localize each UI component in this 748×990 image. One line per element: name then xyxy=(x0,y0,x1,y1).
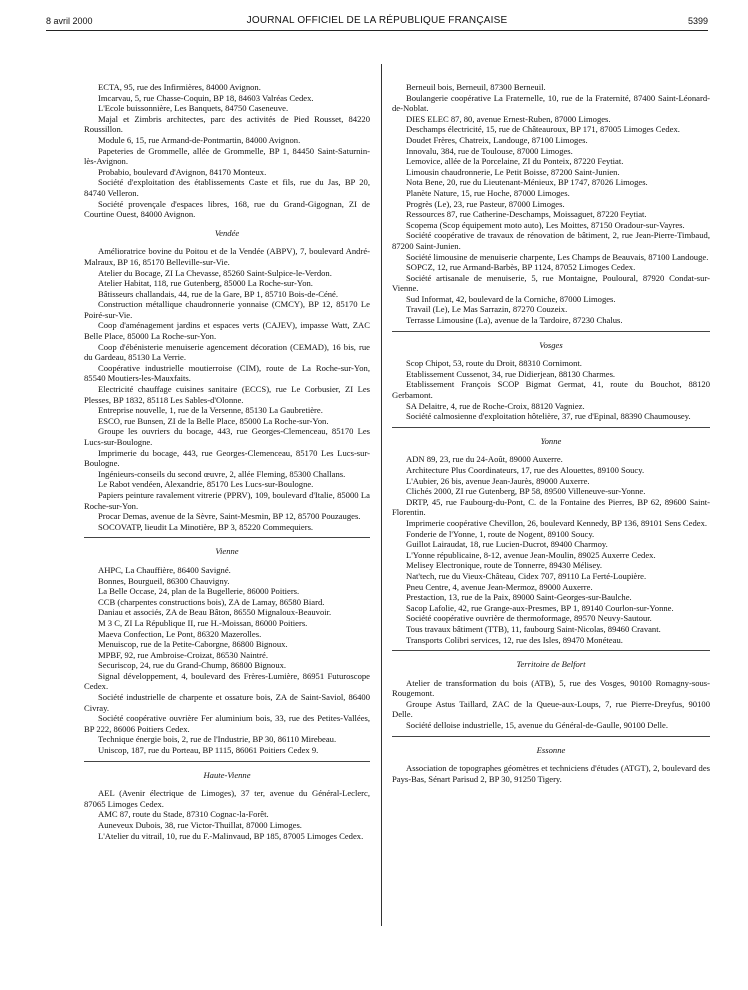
directory-entry: L'Ecole buissonnière, Les Banquets, 84750 Caseneuve. xyxy=(98,103,289,114)
directory-entry: Papeteries de Grommelle, allée de Grommelle, BP 1, 84450 Saint-Saturnin-lès-Avignon. xyxy=(84,145,370,167)
directory-entry: Société delloise industrielle, 15, avenue du Général-de-Gaulle, 90100 Delle. xyxy=(406,720,669,731)
section-heading: Essonne xyxy=(536,744,566,755)
directory-entry: AHPC, La Chauffière, 86400 Savigné. xyxy=(98,564,231,575)
directory-entry: Progrès (Le), 23, rue Pasteur, 87000 Limoges. xyxy=(406,198,565,209)
directory-entry: Sud Informat, 42, boulevard de la Corniche, 87000 Limoges. xyxy=(406,293,616,304)
directory-entry: Papiers peinture ravalement vitrerie (PPRV), 109, boulevard d'Italie, 85000 La Roche-sur-Yon. xyxy=(84,489,370,511)
directory-entry: Terrasse Limousine (La), avenue de la Tardoire, 87230 Chalus. xyxy=(406,315,623,326)
directory-entry: Société artisanale de menuiserie, 5, rue Montaigne, Pouloural, 87920 Condat-sur-Vienne. xyxy=(392,272,710,294)
column-separator xyxy=(381,64,382,926)
directory-entry: SOPCZ, 12, rue Armand-Barbès, BP 1124, 87052 Limoges Cedex. xyxy=(406,262,636,273)
directory-entry: Berneuil bois, Berneuil, 87300 Berneuil. xyxy=(406,82,546,92)
directory-entry: Société coopérative ouvrière Fer aluminium bois, 33, rue des Petites-Vallées, BP 222, 86006 Poitiers Cedex. xyxy=(84,713,370,734)
directory-entry: Groupe les ouvriers du bocage, 443, rue Georges-Clemenceau, 85170 Les Lucs-sur-Boulogne. xyxy=(84,426,370,447)
directory-entry: Signal développement, 4, boulevard des Frères-Lumière, 86951 Futuroscope Cedex. xyxy=(84,670,370,692)
directory-entry: Limousin chaudronnerie, Le Petit Boisse, 87200 Saint-Junien. xyxy=(406,166,620,177)
directory-entry: Clichés 2000, ZI rue Gutenberg, BP 58, 89500 Villeneuve-sur-Yonne. xyxy=(406,486,646,497)
directory-entry: Le Rabot vendéen, Alexandrie, 85170 Les Lucs-sur-Boulogne. xyxy=(98,479,314,490)
directory-entry: Fonderie de l'Yonne, 1, route de Nogent, 89100 Soucy. xyxy=(406,528,595,539)
section-divider xyxy=(392,331,710,332)
directory-entry: DIES ELEC 87, 80, avenue Ernest-Ruben, 87000 Limoges. xyxy=(406,113,611,124)
directory-entry: Innovalu, 384, rue de Toulouse, 87000 Limoges. xyxy=(406,145,573,156)
header-rule xyxy=(46,30,708,31)
directory-entry: AEL (Avenir électrique de Limoges), 37 ter, avenue du Général-Leclerc, 87065 Limoges Cedex. xyxy=(84,788,370,809)
section-divider xyxy=(84,761,370,762)
directory-entry: SA Delaitre, 4, rue de Roche-Croix, 88120 Vagniez. xyxy=(406,400,585,411)
directory-entry: Lemovice, allée de la Porcelaine, ZI du Ponteix, 87220 Feytiat. xyxy=(406,156,624,167)
directory-entry: Société limousine de menuiserie charpente, Les Champs de Beauvais, 87100 Landouge. xyxy=(406,251,709,262)
directory-entry: M 3 C, ZI La République II, rue H.-Moissan, 86000 Poitiers. xyxy=(98,617,308,628)
directory-entry: Electricité chauffage cuisines sanitaire (ECCS), rue Le Corbusier, ZI Les Plesses, BP 1832, 85118 Les Sables-d'Olonne. xyxy=(84,384,370,405)
section-divider xyxy=(392,650,710,651)
directory-entry: Société calmosienne d'exploitation hôtelière, 37, rue d'Epinal, 88390 Chaumousey. xyxy=(406,411,691,422)
directory-entry: Majal et Zimbris architectes, parc des activités de Pied Rousset, 84220 Roussillon. xyxy=(84,113,370,135)
directory-entry: Scop Chipot, 53, route du Droit, 88310 Cornimont. xyxy=(406,358,582,369)
header-title: JOURNAL OFFICIEL DE LA RÉPUBLIQUE FRANÇAISE xyxy=(246,15,508,26)
directory-entry: Boulangerie coopérative La Fraternelle, 10, rue de la Fraternité, 87400 Saint-Léonard-de-Noblat. xyxy=(392,92,710,114)
header-page-number: 5399 xyxy=(687,16,708,26)
directory-entry: Société industrielle de charpente et ossature bois, ZA de Saint-Saviol, 86400 Civray. xyxy=(84,692,370,713)
directory-entry: Société coopérative de travaux de rénovation de bâtiment, 2, rue Jean-Pierre-Timbaud, 87200 Saint-Junien. xyxy=(392,230,710,251)
directory-entry: ECTA, 95, rue des Infirmières, 84000 Avignon. xyxy=(98,82,261,92)
page-header xyxy=(46,10,708,32)
directory-entry: Daniau et associés, ZA de Beau Bâton, 86550 Mignaloux-Beauvoir. xyxy=(98,607,332,618)
directory-entry: Bâtisseurs challandais, 44, rue de la Gare, BP 1, 85710 Bois-de-Céné. xyxy=(98,288,339,299)
directory-entry: Module 6, 15, rue Armand-de-Pontmartin, 84000 Avignon. xyxy=(98,134,301,145)
left-column xyxy=(84,82,370,841)
directory-entry: L'Yonne républicaine, 8-12, avenue Jean-Moulin, 89025 Auxerre Cedex. xyxy=(406,549,656,560)
section-heading: Vosges xyxy=(539,339,563,350)
directory-entry: Atelier du Bocage, ZI La Chevasse, 85260 Saint-Sulpice-le-Verdon. xyxy=(98,267,332,278)
directory-entry: DRTP, 45, rue Faubourg-du-Pont, C. de la Fontaine des Pierres, BP 62, 89600 Saint-Florentin. xyxy=(392,496,710,518)
directory-entry: Guillot Lairaudat, 18, rue Lucien-Ducrot, 89400 Charmoy. xyxy=(406,539,608,550)
section-heading: Vendée xyxy=(214,227,240,238)
directory-entry: Amélioratrice bovine du Poitou et de la Vendée (ABPV), 7, boulevard André-Malraux, BP 16, 85170 Belleville-sur-Vie. xyxy=(84,246,370,267)
directory-entry: Pneu Centre, 4, avenue Jean-Mermoz, 89000 Auxerre. xyxy=(406,581,593,592)
directory-entry: Entreprise nouvelle, 1, rue de la Versenne, 85130 La Gaubretière. xyxy=(98,405,323,416)
section-heading: Haute-Vienne xyxy=(203,769,251,780)
directory-entry: SOCOVATP, lieudit La Minotière, BP 3, 85220 Commequiers. xyxy=(98,521,314,532)
directory-entry: Sacop Lafolie, 42, rue Grange-aux-Presmes, BP 1, 89140 Courlon-sur-Yonne. xyxy=(406,602,674,613)
section-divider xyxy=(84,537,370,538)
directory-entry: Etablissement Cussenot, 34, rue Didierjean, 88130 Charmes. xyxy=(406,368,616,379)
directory-entry: Société provençale d'espaces libres, 168, rue du Grand-Gigognan, ZI de Courtine Ouest, 84000 Avignon. xyxy=(84,198,370,220)
directory-entry: Technique énergie bois, 2, rue de l'Industrie, BP 30, 86110 Mirebeau. xyxy=(98,734,337,745)
directory-entry: Coop d'ébénisterie menuiserie agencement décoration (CEMAD), 16 bis, rue du Gardeau, 85130 La Verrie. xyxy=(84,341,370,363)
directory-entry: Nat'tech, rue du Vieux-Château, Cidex 707, 89110 La Ferté-Loupière. xyxy=(406,570,647,581)
directory-entry: Doudet Frères, Chatreix, Landouge, 87100 Limoges. xyxy=(406,134,588,145)
directory-entry: Société coopérative ouvrière de thermoformage, 89570 Neuvy-Sautour. xyxy=(406,613,652,624)
directory-entry: Planète Nature, 15, rue Hoche, 87000 Limoges. xyxy=(406,187,570,198)
directory-entry: Nota Bene, 20, rue du Lieutenant-Ménieux, BP 1747, 87026 Limoges. xyxy=(406,177,648,188)
directory-entry: Melisey Electronique, route de Tonnerre, 89430 Mélisey. xyxy=(406,560,603,571)
directory-entry: ESCO, rue Bunsen, ZI de la Belle Place, 85000 La Roche-sur-Yon. xyxy=(98,415,329,426)
section-divider xyxy=(392,427,710,428)
directory-entry: Coopérative industrielle moutierroise (CIM), route de La Roche-sur-Yon, 85540 Moutiers-les-Mauxfaits. xyxy=(84,362,370,384)
directory-entry: L'Aubier, 26 bis, avenue Jean-Jaurès, 89000 Auxerre. xyxy=(406,475,590,486)
header-date: 8 avril 2000 xyxy=(46,16,93,26)
directory-entry: Construction métallique chaudronnerie yonnaise (CMCY), BP 12, 85170 Le Poiré-sur-Vie. xyxy=(84,299,370,320)
right-column xyxy=(392,82,710,784)
directory-entry: Menuiscop, rue de la Petite-Caborgne, 86800 Bignoux. xyxy=(98,639,288,650)
directory-entry: Etablissement François SCOP Bigmat Germat, 41, route du Bouchot, 88120 Gerbamont. xyxy=(392,379,710,401)
directory-entry: Deschamps électricité, 15, rue de Châteauroux, BP 171, 87005 Limoges Cedex. xyxy=(406,124,680,135)
directory-entry: La Belle Occase, 24, plan de la Bugellerie, 86000 Poitiers. xyxy=(98,586,300,597)
section-heading: Territoire de Belfort xyxy=(516,659,586,670)
directory-entry: Société d'exploitation des établissements Caste et fils, rue du Jas, BP 20, 84740 Velleron. xyxy=(84,177,370,198)
directory-entry: Bonnes, Bourgueil, 86300 Chauvigny. xyxy=(98,575,230,586)
directory-entry: Imcarvau, 5, rue Chasse-Coquin, BP 18, 84603 Valréas Cedex. xyxy=(98,92,314,103)
directory-entry: AMC 87, route du Stade, 87310 Cognac-la-Forêt. xyxy=(98,809,269,820)
directory-entry: Prestaction, 13, rue de la Paix, 89000 Saint-Georges-sur-Baulche. xyxy=(406,592,632,603)
directory-entry: Tous travaux bâtiment (TTB), 11, faubourg Saint-Nicolas, 89460 Cravant. xyxy=(406,623,661,634)
directory-entry: Architecture Plus Coordinateurs, 17, rue des Alouettes, 89100 Soucy. xyxy=(406,465,645,475)
directory-entry: Ressources 87, rue Catherine-Deschamps, Moissaguet, 87220 Feytiat. xyxy=(406,209,647,220)
section-divider xyxy=(392,736,710,737)
directory-entry: Uniscop, 187, rue du Porteau, BP 1115, 86061 Poitiers Cedex 9. xyxy=(98,745,319,756)
directory-entry: Probabio, boulevard d'Avignon, 84170 Monteux. xyxy=(98,166,267,177)
directory-entry: Atelier Habitat, 118, rue Gutenberg, 85000 La Roche-sur-Yon. xyxy=(98,278,313,289)
directory-entry: Coop d'aménagement jardins et espaces verts (CAJEV), impasse Watt, ZAC Belle Place, 85000 La Roche-sur-Yon. xyxy=(84,320,370,342)
directory-entry: Association de topographes géomètres et techniciens d'études (ATGT), 2, boulevard des Pays-Bas, Sénart Parisud 2, BP 30, 91250 Tigery. xyxy=(392,763,710,784)
directory-entry: Travail (Le), Le Mas Sarrazin, 87270 Couzeix. xyxy=(406,304,568,315)
directory-entry: Imprimerie du bocage, 443, rue Georges-Clemenceau, 85170 Les Lucs-sur-Boulogne. xyxy=(84,447,370,469)
directory-entry: Imprimerie coopérative Chevillon, 26, boulevard Kennedy, BP 136, 89101 Sens Cedex. xyxy=(406,517,708,528)
directory-entry: MPBF, 92, rue Ambroise-Croizat, 86530 Naintré. xyxy=(98,649,268,660)
directory-entry: Atelier de transformation du bois (ATB), 5, rue des Vosges, 90100 Romagny-sous-Rougemont. xyxy=(392,677,710,699)
directory-entry: ADN 89, 23, rue du 24-Août, 89000 Auxerre. xyxy=(406,454,563,465)
directory-entry: Groupe Astus Taillard, ZAC de la Queue-aux-Loups, 7, rue Pierre-Dreyfus, 90100 Delle. xyxy=(392,698,710,720)
directory-entry: L'Atelier du vitrail, 10, rue du F.-Malinvaud, BP 185, 87005 Limoges Cedex. xyxy=(98,830,364,841)
directory-entry: CCB (charpentes constructions bois), ZA de Lamay, 86580 Biard. xyxy=(98,596,325,607)
directory-entry: Ingénieurs-conseils du second œuvre, 2, allée Fleming, 85300 Challans. xyxy=(98,468,346,479)
section-heading: Vienne xyxy=(215,546,239,557)
section-heading: Yonne xyxy=(540,435,562,446)
directory-entry: Transports Colibri services, 12, rue des Isles, 89470 Monéteau. xyxy=(406,634,623,645)
directory-entry: Auneveux Dubois, 38, rue Victor-Thuillat, 87000 Limoges. xyxy=(98,820,302,830)
directory-entry: Scopema (Scop équipement moto auto), Les Moittes, 87150 Oradour-sur-Vayres. xyxy=(406,219,685,230)
directory-entry: Securiscop, 24, rue du Grand-Chump, 86800 Bignoux. xyxy=(98,660,287,671)
directory-entry: Procar Demas, avenue de la Sèvre, Saint-Mesmin, BP 12, 85700 Pouzauges. xyxy=(98,511,361,522)
directory-entry: Maeva Confection, Le Pont, 86320 Mazerolles. xyxy=(98,628,262,639)
